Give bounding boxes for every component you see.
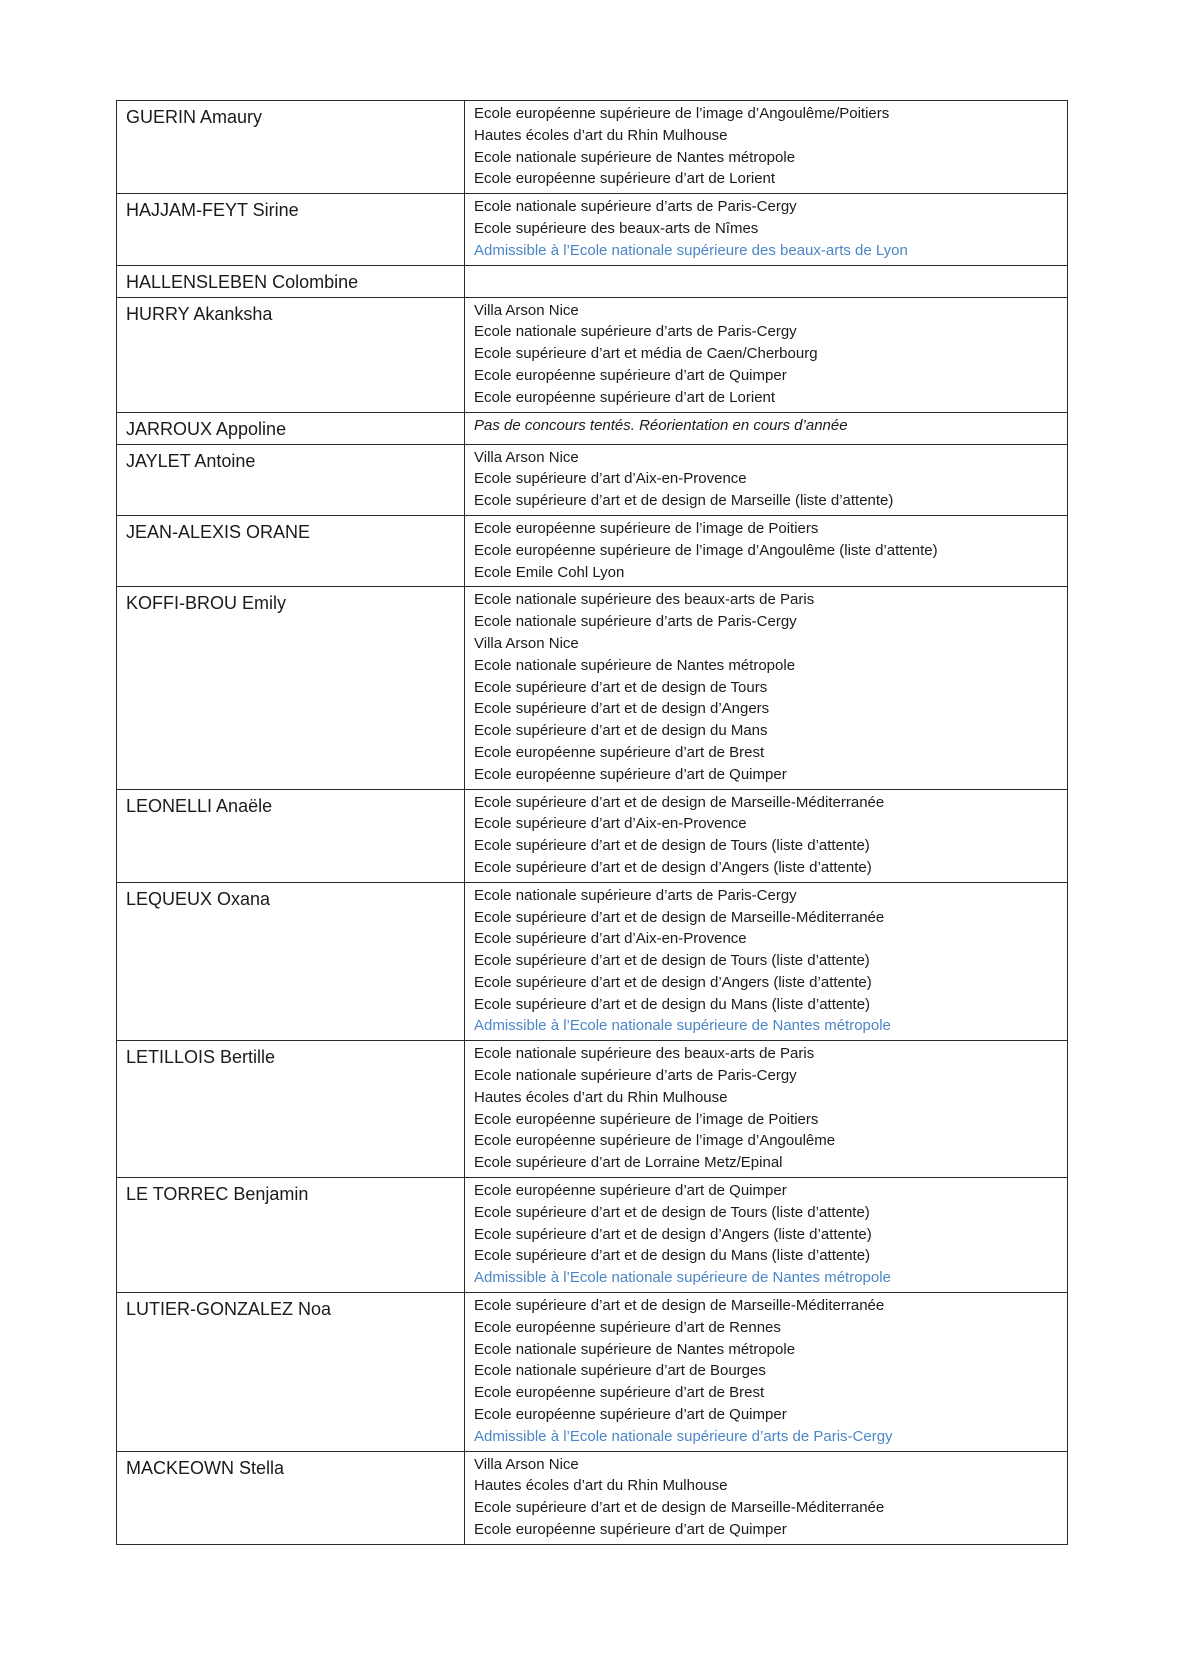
school-entry: Ecole supérieure d’art et de design de Tours (liste d’attente) (474, 837, 870, 855)
school-entry: Ecole supérieure d’art et de design du Mans (liste d’attente) (474, 995, 871, 1013)
school-entry: Ecole supérieure des beaux-arts de Nîmes (474, 219, 759, 237)
school-entry: Ecole européenne supérieure de l’image de Poitiers (474, 1110, 819, 1128)
schools-list (465, 1451, 1068, 1544)
school-entry: Hautes écoles d’art du Rhin Mulhouse (474, 1477, 728, 1495)
school-entry: Ecole supérieure d’art et de design d’Angers (liste d’attente) (474, 973, 872, 991)
schools-list (465, 1178, 1068, 1293)
schools-list (465, 1041, 1068, 1178)
student-name: GUERIN Amaury (117, 101, 465, 194)
school-entry: Ecole supérieure d’art et de design de Marseille-Méditerranée (474, 1297, 885, 1315)
school-entry: Ecole supérieure d’art et de design de Marseille-Méditerranée (474, 1499, 885, 1517)
school-entry: Ecole nationale supérieure d’arts de Paris-Cergy (474, 323, 797, 341)
admissions-table-body (117, 101, 1068, 1545)
school-entry: Ecole supérieure d’art de Lorraine Metz/Epinal (474, 1154, 783, 1172)
school-entry: Ecole nationale supérieure d’arts de Paris-Cergy (474, 613, 797, 631)
admissions-table (116, 100, 1068, 1545)
student-name: LETILLOIS Bertille (117, 1041, 465, 1178)
school-entry: Ecole européenne supérieure d’art de Quimper (474, 366, 787, 384)
school-entry: Ecole supérieure d’art et de design du Mans (liste d’attente) (474, 1247, 871, 1265)
schools-list (465, 101, 1068, 194)
table-row (117, 515, 1068, 586)
student-name: HAJJAM-FEYT Sirine (117, 194, 465, 265)
school-entry: Ecole européenne supérieure d’art de Brest (474, 743, 765, 761)
schools-list (465, 444, 1068, 515)
school-entry: Ecole européenne supérieure de l’image d’Angoulême (474, 1132, 836, 1150)
school-entry: Ecole européenne supérieure de l’image d’Angoulême/Poitiers (474, 105, 890, 122)
table-row (117, 1178, 1068, 1293)
student-name: LEONELLI Anaële (117, 789, 465, 882)
school-entry: Ecole supérieure d’art et de design du Mans (474, 722, 768, 740)
school-entry: Ecole supérieure d’art d’Aix-en-Provence (474, 930, 747, 948)
school-entry: Ecole nationale supérieure des beaux-arts de Paris (474, 591, 815, 609)
school-entry: Ecole nationale supérieure de Nantes métropole (474, 148, 796, 166)
student-name: LEQUEUX Oxana (117, 882, 465, 1041)
school-entry: Ecole européenne supérieure d’art de Quimper (474, 765, 787, 783)
school-entry: Ecole nationale supérieure d’arts de Paris-Cergy (474, 886, 797, 904)
school-entry: Ecole européenne supérieure d’art de Quimper (474, 1521, 787, 1539)
table-row (117, 1293, 1068, 1452)
school-entry: Ecole nationale supérieure des beaux-arts de Paris (474, 1045, 815, 1063)
school-entry: Ecole supérieure d’art et de design de Marseille-Méditerranée (474, 793, 885, 811)
school-entry: Villa Arson Nice (474, 448, 579, 466)
school-entry: Ecole supérieure d’art et de design de Tours (474, 678, 768, 696)
table-row (117, 587, 1068, 789)
admissible-note: Admissible à l’Ecole nationale supérieure de Nantes métropole (474, 1017, 891, 1035)
school-entry: Ecole européenne supérieure d’art de Quimper (474, 1406, 787, 1424)
schools-list (465, 789, 1068, 882)
reorientation-note: Pas de concours tentés. Réorientation en cours d’année (474, 416, 848, 434)
student-name: JEAN-ALEXIS ORANE (117, 515, 465, 586)
school-entry: Ecole supérieure d’art et de design d’Angers (474, 700, 770, 718)
student-name: MACKEOWN Stella (117, 1451, 465, 1544)
student-name: HALLENSLEBEN Colombine (117, 265, 465, 297)
schools-list (465, 412, 1068, 444)
table-row (117, 297, 1068, 412)
school-entry: Ecole européenne supérieure d’art de Lorient (474, 170, 776, 188)
school-entry: Ecole supérieure d’art et de design de Marseille-Méditerranée (474, 908, 885, 926)
student-name: JAYLET Antoine (117, 444, 465, 515)
table-row (117, 194, 1068, 265)
table-row (117, 1451, 1068, 1544)
school-entry: Ecole Emile Cohl Lyon (474, 563, 625, 581)
school-entry: Villa Arson Nice (474, 301, 579, 319)
school-entry: Ecole supérieure d’art d’Aix-en-Provence (474, 470, 747, 488)
schools-list (465, 515, 1068, 586)
student-name: LUTIER-GONZALEZ Noa (117, 1293, 465, 1452)
school-entry: Ecole supérieure d’art et média de Caen/Cherbourg (474, 345, 818, 363)
school-entry: Ecole supérieure d’art et de design d’Angers (liste d’attente) (474, 1225, 872, 1243)
school-entry: Ecole supérieure d’art et de design de Marseille (liste d’attente) (474, 492, 894, 510)
student-name: LE TORREC Benjamin (117, 1178, 465, 1293)
schools-list (465, 882, 1068, 1041)
school-entry: Ecole européenne supérieure de l’image de Poitiers (474, 519, 819, 537)
student-name: HURRY Akanksha (117, 297, 465, 412)
school-entry: Ecole européenne supérieure d’art de Rennes (474, 1318, 781, 1336)
schools-list (465, 1293, 1068, 1452)
school-entry: Hautes écoles d’art du Rhin Mulhouse (474, 1088, 728, 1106)
school-entry: Ecole supérieure d’art d’Aix-en-Provence (474, 815, 747, 833)
table-row (117, 882, 1068, 1041)
school-entry: Ecole supérieure d’art et de design d’Angers (liste d’attente) (474, 858, 872, 876)
table-row (117, 101, 1068, 194)
school-entry: Villa Arson Nice (474, 634, 579, 652)
school-entry: Ecole nationale supérieure de Nantes métropole (474, 656, 796, 674)
school-entry: Hautes écoles d’art du Rhin Mulhouse (474, 126, 728, 144)
table-row (117, 265, 1068, 297)
schools-list (465, 587, 1068, 789)
schools-list (465, 265, 1068, 297)
admissible-note: Admissible à l’Ecole nationale supérieure de Nantes métropole (474, 1269, 891, 1287)
table-row (117, 444, 1068, 515)
table-row (117, 789, 1068, 882)
school-entry: Ecole nationale supérieure d’art de Bourges (474, 1362, 766, 1380)
school-entry: Ecole supérieure d’art et de design de Tours (liste d’attente) (474, 952, 870, 970)
admissible-note: Admissible à l’Ecole nationale supérieure des beaux-arts de Lyon (474, 241, 908, 259)
school-entry: Villa Arson Nice (474, 1455, 579, 1473)
school-entry: Ecole européenne supérieure d’art de Lorient (474, 388, 776, 406)
school-entry: Ecole européenne supérieure d’art de Brest (474, 1384, 765, 1402)
student-name: KOFFI-BROU Emily (117, 587, 465, 789)
school-entry: Ecole supérieure d’art et de design de Tours (liste d’attente) (474, 1203, 870, 1221)
schools-list (465, 297, 1068, 412)
table-row (117, 1041, 1068, 1178)
student-name: JARROUX Appoline (117, 412, 465, 444)
schools-list (465, 194, 1068, 265)
school-entry: Ecole nationale supérieure d’arts de Paris-Cergy (474, 198, 797, 216)
school-entry: Ecole européenne supérieure d’art de Quimper (474, 1182, 787, 1200)
school-entry: Ecole européenne supérieure de l’image d’Angoulême (liste d’attente) (474, 541, 938, 559)
school-entry: Ecole nationale supérieure d’arts de Paris-Cergy (474, 1067, 797, 1085)
admissible-note: Admissible à l’Ecole nationale supérieure d’arts de Paris-Cergy (474, 1427, 893, 1445)
table-row (117, 412, 1068, 444)
school-entry: Ecole nationale supérieure de Nantes métropole (474, 1340, 796, 1358)
